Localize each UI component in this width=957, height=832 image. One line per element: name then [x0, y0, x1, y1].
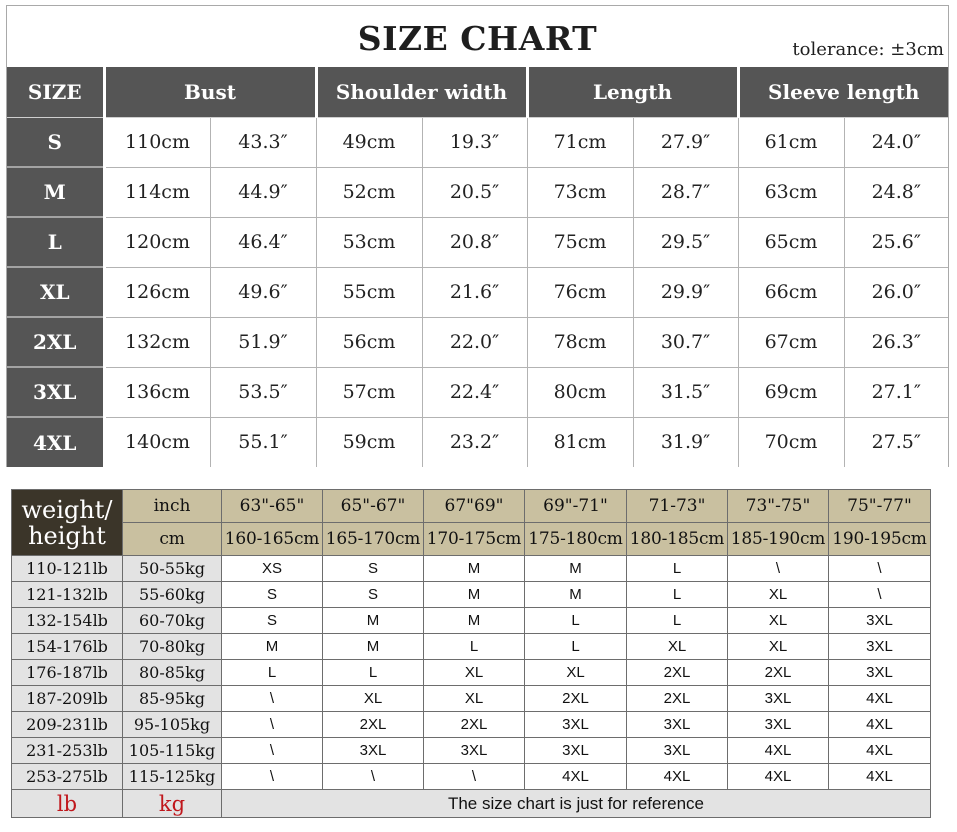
measurement-cell: 29.9″: [633, 267, 738, 317]
recommended-size-cell: L: [222, 660, 323, 686]
size-row: [7, 167, 948, 217]
measurement-cell: 29.5″: [633, 217, 738, 267]
measurement-cell: 132cm: [104, 317, 210, 367]
height-inch-header: 69"-71": [525, 490, 627, 523]
recommended-size-cell: L: [525, 608, 627, 634]
recommended-size-cell: XL: [424, 660, 525, 686]
recommended-size-cell: S: [222, 608, 323, 634]
header-sleeve-length: Sleeve length: [738, 67, 948, 117]
measurement-cell: 21.6″: [422, 267, 527, 317]
measurement-cell: 51.9″: [210, 317, 316, 367]
recommended-size-cell: \: [728, 556, 829, 582]
weight-height-table: [11, 489, 931, 818]
recommended-size-cell: XL: [424, 686, 525, 712]
measurement-cell: 76cm: [527, 267, 633, 317]
measurement-cell: 61cm: [738, 117, 844, 167]
measurement-cell: 31.9″: [633, 417, 738, 467]
weight-kg-cell: 55-60kg: [123, 582, 222, 608]
measurement-cell: 53.5″: [210, 367, 316, 417]
measurement-cell: 25.6″: [844, 217, 948, 267]
weight-lb-cell: 253-275lb: [12, 764, 123, 790]
measurement-cell: 27.5″: [844, 417, 948, 467]
measurement-cell: 20.8″: [422, 217, 527, 267]
recommended-size-cell: 2XL: [424, 712, 525, 738]
recommended-size-cell: XL: [525, 660, 627, 686]
height-inch-header: 71-73": [627, 490, 728, 523]
footer-kg-label: kg: [123, 790, 222, 818]
recommended-size-cell: 3XL: [525, 738, 627, 764]
measurement-cell: 63cm: [738, 167, 844, 217]
recommended-size-cell: 4XL: [829, 764, 931, 790]
recommended-size-cell: 3XL: [323, 738, 424, 764]
measurement-cell: 71cm: [527, 117, 633, 167]
recommended-size-cell: S: [222, 582, 323, 608]
recommended-size-cell: \: [829, 582, 931, 608]
recommended-size-cell: \: [323, 764, 424, 790]
recommended-size-cell: M: [323, 634, 424, 660]
recommended-size-cell: L: [627, 582, 728, 608]
recommended-size-cell: \: [424, 764, 525, 790]
size-label: S: [7, 117, 104, 167]
size-label: XL: [7, 267, 104, 317]
size-chart-panel: [6, 5, 949, 467]
weight-kg-cell: 115-125kg: [123, 764, 222, 790]
height-cm-header: 160-165cm: [222, 523, 323, 556]
weight-kg-cell: 85-95kg: [123, 686, 222, 712]
height-inch-header: 65"-67": [323, 490, 424, 523]
recommended-size-cell: L: [627, 608, 728, 634]
recommended-size-cell: L: [627, 556, 728, 582]
recommended-size-cell: 3XL: [728, 686, 829, 712]
weight-lb-cell: 187-209lb: [12, 686, 123, 712]
recommended-size-cell: 3XL: [829, 634, 931, 660]
header-shoulder-width: Shoulder width: [316, 67, 527, 117]
footer-lb-label: lb: [12, 790, 123, 818]
weight-lb-cell: 209-231lb: [12, 712, 123, 738]
corner-height-label: height: [28, 521, 106, 550]
recommended-size-cell: XL: [728, 608, 829, 634]
height-inch-header: 73"-75": [728, 490, 829, 523]
recommended-size-cell: 2XL: [627, 660, 728, 686]
recommended-size-cell: L: [323, 660, 424, 686]
recommended-size-cell: 4XL: [728, 738, 829, 764]
recommended-size-cell: 2XL: [728, 660, 829, 686]
weight-lb-cell: 154-176lb: [12, 634, 123, 660]
recommended-size-cell: \: [222, 764, 323, 790]
measurement-cell: 78cm: [527, 317, 633, 367]
measurement-cell: 44.9″: [210, 167, 316, 217]
cm-header-row: [12, 523, 931, 556]
measurement-cell: 70cm: [738, 417, 844, 467]
weight-row: [12, 686, 931, 712]
weight-row: [12, 712, 931, 738]
measurement-cell: 73cm: [527, 167, 633, 217]
measurement-cell: 53cm: [316, 217, 422, 267]
recommended-size-cell: \: [222, 738, 323, 764]
weight-row: [12, 738, 931, 764]
weight-row: [12, 556, 931, 582]
size-label: 2XL: [7, 317, 104, 367]
recommended-size-cell: XL: [627, 634, 728, 660]
recommended-size-cell: 2XL: [323, 712, 424, 738]
recommended-size-cell: M: [424, 608, 525, 634]
page-title: SIZE CHART: [357, 19, 598, 58]
measurement-cell: 80cm: [527, 367, 633, 417]
weight-kg-cell: 50-55kg: [123, 556, 222, 582]
recommended-size-cell: 3XL: [424, 738, 525, 764]
header-bust: Bust: [104, 67, 316, 117]
measurement-cell: 56cm: [316, 317, 422, 367]
recommended-size-cell: \: [222, 686, 323, 712]
header-size: SIZE: [7, 67, 104, 117]
recommended-size-cell: 3XL: [627, 738, 728, 764]
recommended-size-cell: XL: [728, 634, 829, 660]
size-row: [7, 367, 948, 417]
height-cm-header: 175-180cm: [525, 523, 627, 556]
recommended-size-cell: \: [829, 556, 931, 582]
size-row: [7, 317, 948, 367]
size-table-header-row: [7, 67, 948, 117]
recommended-size-cell: XL: [728, 582, 829, 608]
garment-size-table: [7, 67, 948, 467]
weight-lb-cell: 132-154lb: [12, 608, 123, 634]
unit-inch-label: inch: [123, 490, 222, 523]
measurement-cell: 22.4″: [422, 367, 527, 417]
measurement-cell: 23.2″: [422, 417, 527, 467]
measurement-cell: 59cm: [316, 417, 422, 467]
measurement-cell: 136cm: [104, 367, 210, 417]
recommended-size-cell: \: [222, 712, 323, 738]
recommended-size-cell: 3XL: [728, 712, 829, 738]
recommended-size-cell: M: [424, 556, 525, 582]
header-length: Length: [527, 67, 738, 117]
weight-row: [12, 764, 931, 790]
recommended-size-cell: 4XL: [728, 764, 829, 790]
weight-kg-cell: 105-115kg: [123, 738, 222, 764]
recommended-size-cell: 4XL: [829, 712, 931, 738]
recommended-size-cell: 3XL: [829, 608, 931, 634]
recommended-size-cell: XS: [222, 556, 323, 582]
recommended-size-cell: XL: [323, 686, 424, 712]
weight-kg-cell: 70-80kg: [123, 634, 222, 660]
measurement-cell: 52cm: [316, 167, 422, 217]
weight-lb-cell: 176-187lb: [12, 660, 123, 686]
measurement-cell: 49.6″: [210, 267, 316, 317]
recommended-size-cell: 2XL: [525, 686, 627, 712]
measurement-cell: 30.7″: [633, 317, 738, 367]
measurement-cell: 55cm: [316, 267, 422, 317]
measurement-cell: 55.1″: [210, 417, 316, 467]
inch-header-row: [12, 490, 931, 523]
measurement-cell: 69cm: [738, 367, 844, 417]
measurement-cell: 31.5″: [633, 367, 738, 417]
size-label: 4XL: [7, 417, 104, 467]
weight-kg-cell: 60-70kg: [123, 608, 222, 634]
weight-height-corner: [12, 490, 123, 556]
tolerance-note: tolerance: ±3cm: [792, 39, 944, 60]
weight-row: [12, 608, 931, 634]
recommended-size-cell: L: [424, 634, 525, 660]
measurement-cell: 24.0″: [844, 117, 948, 167]
measurement-cell: 66cm: [738, 267, 844, 317]
measurement-cell: 57cm: [316, 367, 422, 417]
recommended-size-cell: 2XL: [627, 686, 728, 712]
measurement-cell: 26.3″: [844, 317, 948, 367]
measurement-cell: 22.0″: [422, 317, 527, 367]
recommended-size-cell: 3XL: [525, 712, 627, 738]
size-label: M: [7, 167, 104, 217]
measurement-cell: 27.9″: [633, 117, 738, 167]
measurement-cell: 43.3″: [210, 117, 316, 167]
recommended-size-cell: 4XL: [829, 738, 931, 764]
recommended-size-cell: M: [222, 634, 323, 660]
weight-kg-cell: 95-105kg: [123, 712, 222, 738]
measurement-cell: 81cm: [527, 417, 633, 467]
weight-row: [12, 582, 931, 608]
recommended-size-cell: 4XL: [829, 686, 931, 712]
recommended-size-cell: 4XL: [627, 764, 728, 790]
measurement-cell: 26.0″: [844, 267, 948, 317]
recommended-size-cell: M: [525, 582, 627, 608]
measurement-cell: 24.8″: [844, 167, 948, 217]
measurement-cell: 67cm: [738, 317, 844, 367]
height-inch-header: 67"69": [424, 490, 525, 523]
corner-weight-label: weight/: [21, 495, 113, 524]
weight-lb-cell: 110-121lb: [12, 556, 123, 582]
footer-row: [12, 790, 931, 818]
height-cm-header: 170-175cm: [424, 523, 525, 556]
recommended-size-cell: 4XL: [525, 764, 627, 790]
measurement-cell: 46.4″: [210, 217, 316, 267]
measurement-cell: 27.1″: [844, 367, 948, 417]
reference-note: The size chart is just for reference: [222, 790, 931, 818]
recommended-size-cell: 3XL: [627, 712, 728, 738]
measurement-cell: 114cm: [104, 167, 210, 217]
weight-kg-cell: 80-85kg: [123, 660, 222, 686]
height-cm-header: 190-195cm: [829, 523, 931, 556]
height-inch-header: 75"-77": [829, 490, 931, 523]
weight-lb-cell: 121-132lb: [12, 582, 123, 608]
height-inch-header: 63"-65": [222, 490, 323, 523]
measurement-cell: 120cm: [104, 217, 210, 267]
size-row: [7, 217, 948, 267]
recommended-size-cell: M: [424, 582, 525, 608]
recommended-size-cell: M: [323, 608, 424, 634]
measurement-cell: 140cm: [104, 417, 210, 467]
weight-lb-cell: 231-253lb: [12, 738, 123, 764]
recommended-size-cell: 3XL: [829, 660, 931, 686]
measurement-cell: 126cm: [104, 267, 210, 317]
measurement-cell: 19.3″: [422, 117, 527, 167]
recommended-size-cell: S: [323, 582, 424, 608]
recommended-size-cell: S: [323, 556, 424, 582]
weight-row: [12, 634, 931, 660]
measurement-cell: 75cm: [527, 217, 633, 267]
title-band: [7, 6, 948, 67]
height-cm-header: 180-185cm: [627, 523, 728, 556]
weight-row: [12, 660, 931, 686]
size-label: 3XL: [7, 367, 104, 417]
measurement-cell: 20.5″: [422, 167, 527, 217]
recommended-size-cell: L: [525, 634, 627, 660]
measurement-cell: 110cm: [104, 117, 210, 167]
size-row: [7, 417, 948, 467]
height-cm-header: 185-190cm: [728, 523, 829, 556]
measurement-cell: 28.7″: [633, 167, 738, 217]
size-label: L: [7, 217, 104, 267]
size-row: [7, 267, 948, 317]
measurement-cell: 49cm: [316, 117, 422, 167]
recommended-size-cell: M: [525, 556, 627, 582]
unit-cm-label: cm: [123, 523, 222, 556]
measurement-cell: 65cm: [738, 217, 844, 267]
size-row: [7, 117, 948, 167]
height-cm-header: 165-170cm: [323, 523, 424, 556]
